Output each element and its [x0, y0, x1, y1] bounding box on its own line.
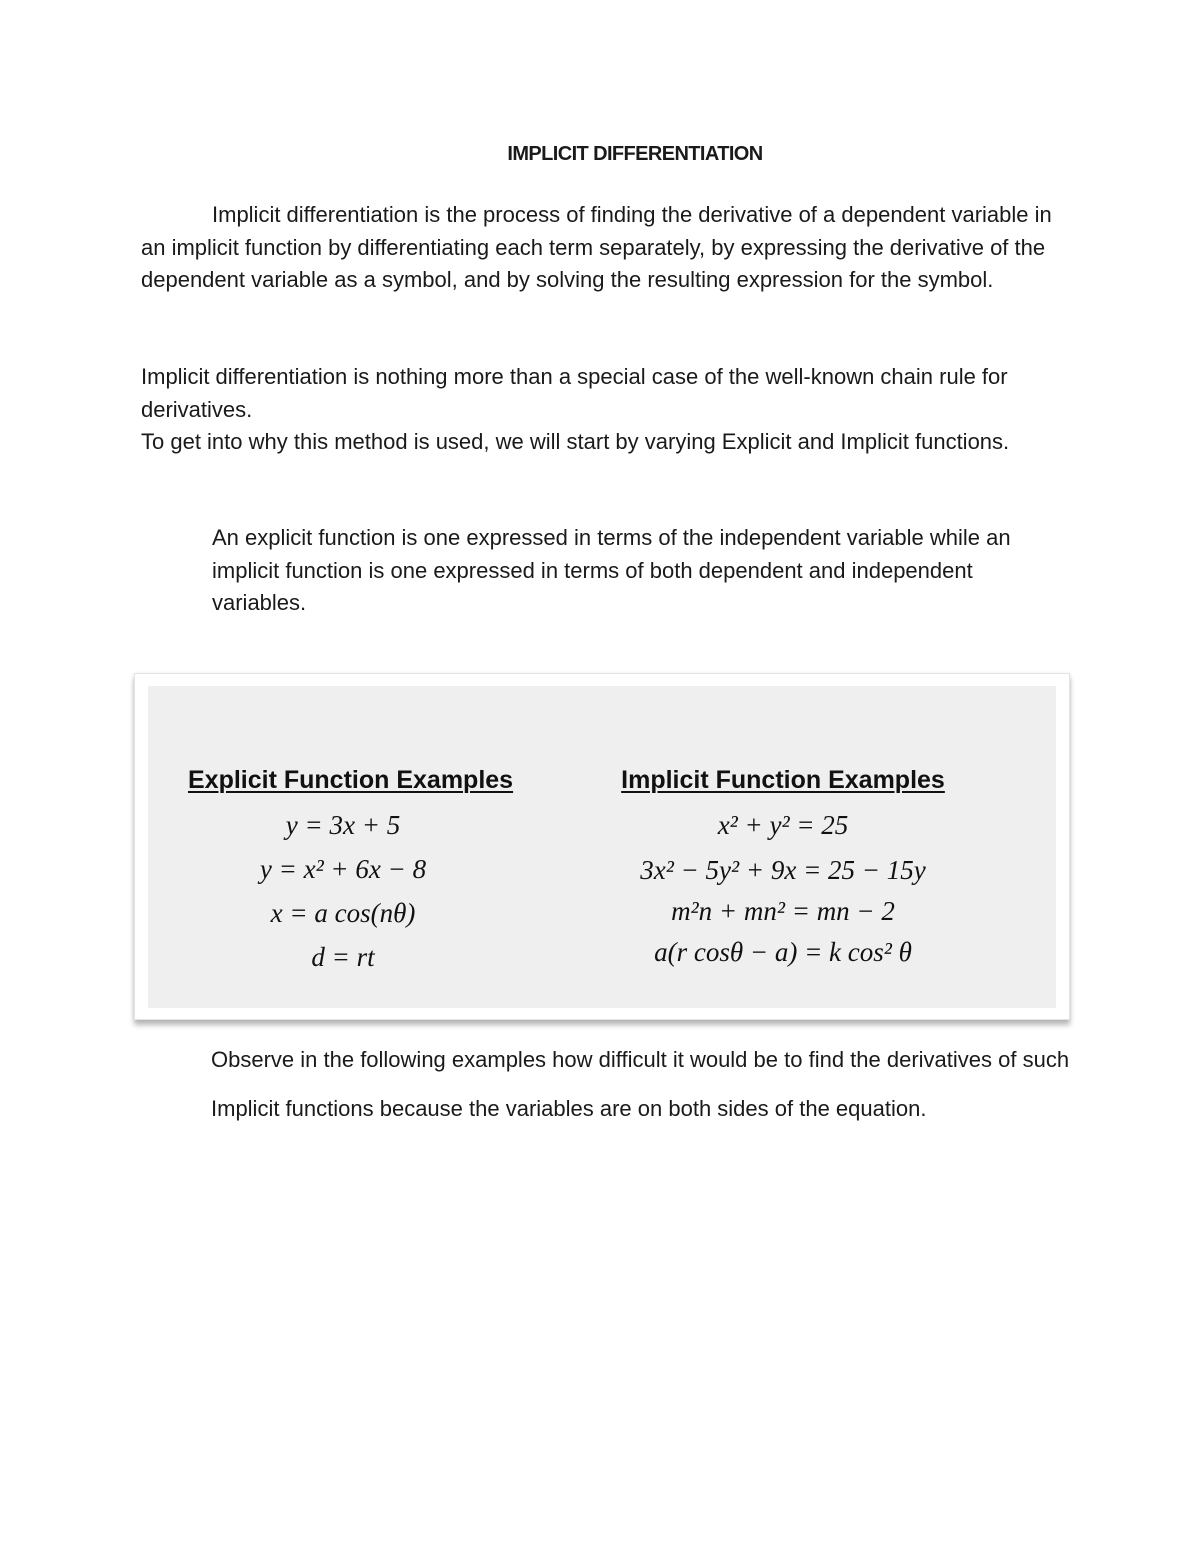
- explicit-equation: x = a cos(nθ): [270, 898, 416, 928]
- examples-figure: [134, 673, 1070, 1020]
- implicit-equation: 3x² − 5y² + 9x = 25 − 15y: [640, 855, 926, 885]
- page-title: IMPLICIT DIFFERENTIATION: [507, 143, 763, 165]
- paragraph-chain-rule: Implicit differentiation is nothing more than a special case of the well-known chain rule for derivatives.: [141, 364, 1008, 422]
- paragraph-definition: Implicit differentiation is the process of finding the derivative of a dependent variable in an implicit function by differentiating each term separately, by expressing the derivative of the dependent variable as a symbol, and by solving the resulting expression for the symbol.: [141, 202, 1052, 292]
- implicit-examples-column: [618, 766, 948, 974]
- explicit-examples-column: [188, 766, 514, 979]
- explicit-examples-heading: Explicit Function Examples: [188, 766, 514, 794]
- explicit-equation: y = x² + 6x − 8: [259, 854, 427, 884]
- paragraph-observe: Observe in the following examples how difficult it would be to find the derivatives of such Implicit functions because the variables are on both sides of the equation.: [211, 1047, 1070, 1121]
- implicit-equation: m²n + mn² = mn − 2: [671, 896, 895, 926]
- explicit-equation: y = 3x + 5: [285, 810, 401, 840]
- implicit-equation: x² + y² = 25: [717, 810, 849, 840]
- paragraph-motivation: To get into why this method is used, we will start by varying Explicit and Implicit functions.: [141, 429, 1010, 454]
- paragraph-explicit-vs-implicit: An explicit function is one expressed in terms of the independent variable while an implicit function is one expressed in terms of both dependent and independent variables.: [212, 525, 1011, 615]
- implicit-equation: a(r cosθ − a) = k cos² θ: [654, 937, 912, 967]
- explicit-equation: d = rt: [311, 942, 375, 972]
- implicit-examples-heading: Implicit Function Examples: [621, 766, 945, 794]
- examples-figure-panel: [148, 686, 1056, 1008]
